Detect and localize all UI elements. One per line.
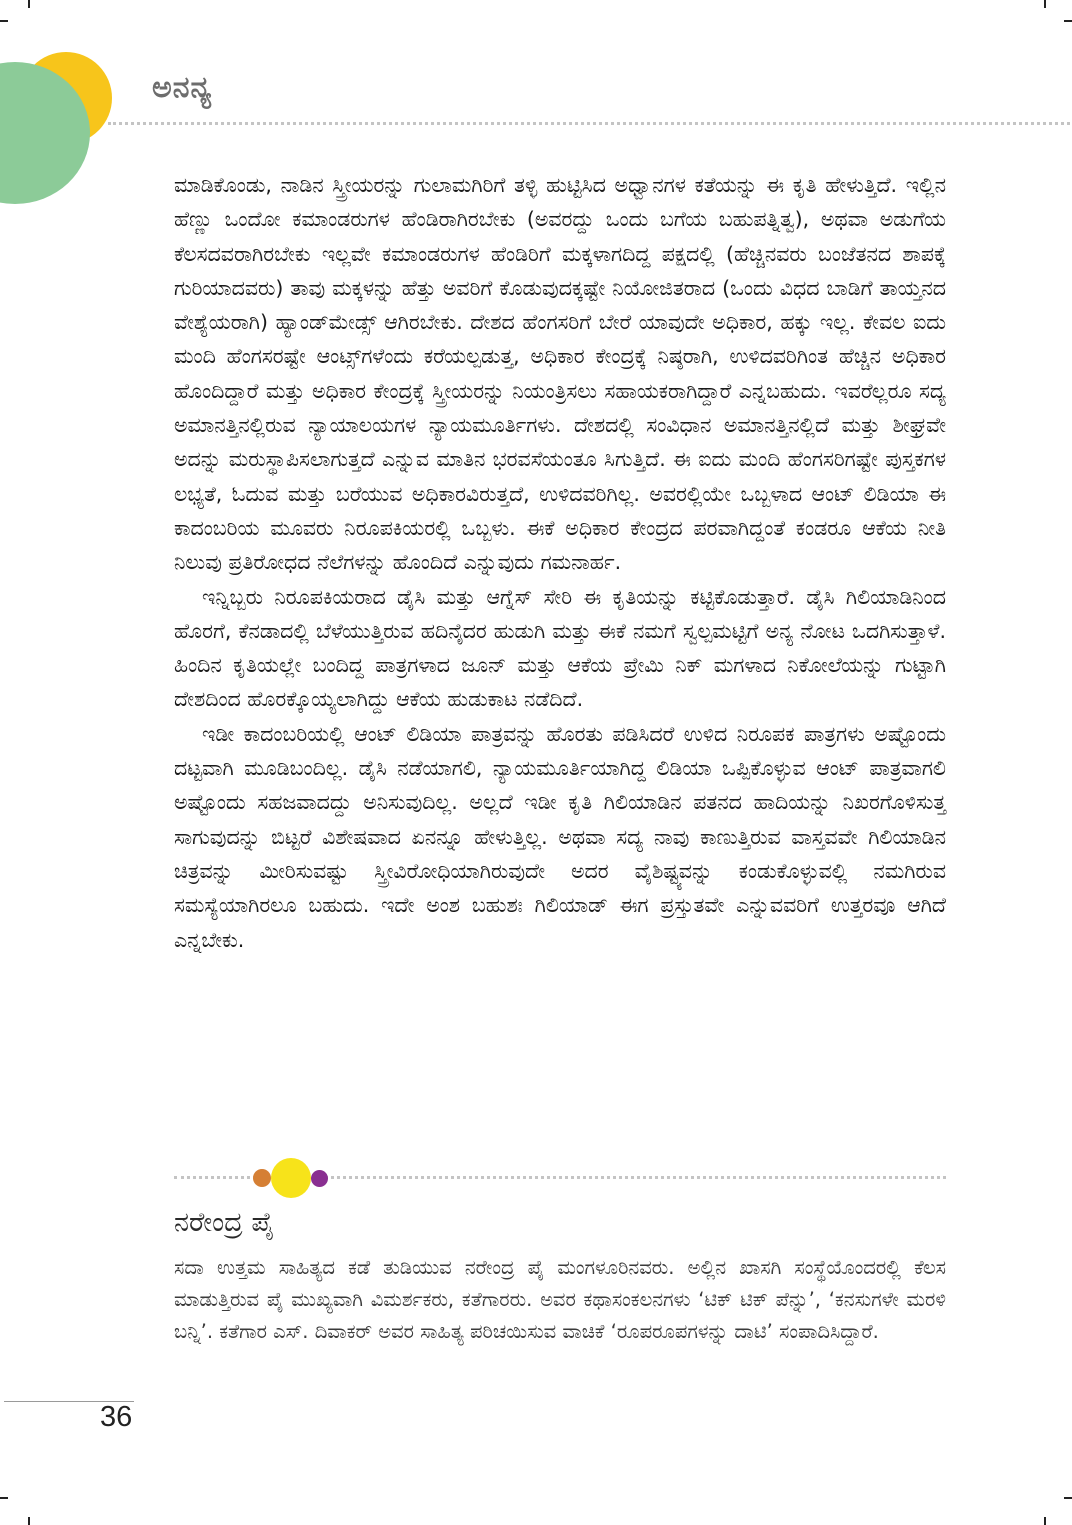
crop-mark-top-left: [28, 0, 30, 8]
crop-mark-top-right: [1044, 0, 1046, 8]
body-paragraph-3: ಇಡೀ ಕಾದಂಬರಿಯಲ್ಲಿ ಆಂಟ್ ಲಿಡಿಯಾ ಪಾತ್ರವನ್ನು ಹೊರತು ಪಡಿಸಿದರೆ ಉಳಿದ ನಿರೂಪಕ ಪಾತ್ರಗಳು ಅಷ್ಟೊಂದು ದಟ್ಟವಾಗಿ ಮೂಡಿಬಂದಿಲ್ಲ. ಡೈಸಿ ನಡೆಯಾಗಲಿ, ನ್ಯಾಯಮೂರ್ತಿಯಾಗಿದ್ದ ಲಿಡಿಯಾ ಒಪ್ಪಿಕೊಳ್ಳುವ ಆಂಟ್ ಪಾತ್ರವಾಗಲಿ ಅಷ್ಟೊಂದು ಸಹಜವಾದದ್ದು ಅನಿಸುವುದಿಲ್ಲ. ಅಲ್ಲದೆ ಇಡೀ ಕೃತಿ ಗಿಲಿಯಾಡಿನ ಪತನದ ಹಾದಿಯನ್ನು ನಿಖರಗೊಳಿಸುತ್ತ ಸಾಗುವುದನ್ನು ಬಿಟ್ಟರೆ ವಿಶೇಷವಾದ ಏನನ್ನೂ ಹೇಳುತ್ತಿಲ್ಲ. ಅಥವಾ ಸದ್ಯ ನಾವು ಕಾಣುತ್ತಿರುವ ವಾಸ್ತವವೇ ಗಿಲಿಯಾಡಿನ ಚಿತ್ರವನ್ನು ಮೀರಿಸುವಷ್ಟು ಸ್ತ್ರೀವಿರೋಧಿಯಾಗಿರುವುದೇ ಅದರ ವೈಶಿಷ್ಟ್ಯವನ್ನು ಕಂಡುಕೊಳ್ಳುವಲ್ಲಿ ನಮಗಿರುವ ಸಮಸ್ಯೆಯಾಗಿರಲೂ ಬಹುದು. ಇದೇ ಅಂಶ ಬಹುಶಃ ಗಿಲಿಯಾಡ್ ಈಗ ಪ್ರಸ್ತುತವೇ ಎನ್ನುವವರಿಗೆ ಉತ್ತರವೂ ಆಗಿದೆ ಎನ್ನಬೇಕು.: [174, 721, 946, 952]
crop-mark-left-upper: [0, 20, 8, 22]
separator-purple-dot: [311, 1170, 328, 1187]
article-body: [174, 168, 946, 957]
author-name: ನರೇಂದ್ರ ಪೈ: [174, 1207, 275, 1238]
crop-mark-left-lower: [0, 1497, 8, 1499]
header-dotted-rule: [108, 122, 1070, 125]
author-bio: ಸದಾ ಉತ್ತಮ ಸಾಹಿತ್ಯದ ಕಡೆ ತುಡಿಯುವ ನರೇಂದ್ರ ಪೈ ಮಂಗಳೂರಿನವರು. ಅಲ್ಲಿನ ಖಾಸಗಿ ಸಂಸ್ಥೆಯೊಂದರಲ್ಲಿ ಕೆಲಸ ಮಾಡುತ್ತಿರುವ ಪೈ ಮುಖ್ಯವಾಗಿ ವಿಮರ್ಶಕರು, ಕತೆಗಾರರು. ಅವರ ಕಥಾಸಂಕಲನಗಳು ‘ಟಿಕ್ ಟಿಕ್ ಪೆನ್ನು’, ‘ಕನಸುಗಳೇ ಮರಳಿ ಬನ್ನಿ’. ಕತೆಗಾರ ಎಸ್. ದಿವಾಕರ್ ಅವರ ಸಾಹಿತ್ಯ ಪರಿಚಯಿಸುವ ವಾಚಿಕೆ ‘ರೂಪರೂಪಗಳನ್ನು ದಾಟಿ’ ಸಂಪಾದಿಸಿದ್ದಾರೆ.: [174, 1256, 946, 1343]
body-paragraph-1: ಮಾಡಿಕೊಂಡು, ನಾಡಿನ ಸ್ತ್ರೀಯರನ್ನು ಗುಲಾಮಗಿರಿಗೆ ತಳ್ಳಿ ಹುಟ್ಟಿಸಿದ ಅಧ್ವಾನಗಳ ಕತೆಯನ್ನು ಈ ಕೃತಿ ಹೇಳುತ್ತಿದೆ. ಇಲ್ಲಿನ ಹೆಣ್ಣು ಒಂದೋ ಕಮಾಂಡರುಗಳ ಹೆಂಡಿರಾಗಿರಬೇಕು (ಅವರದ್ದು ಒಂದು ಬಗೆಯ ಬಹುಪತ್ನಿತ್ವ), ಅಥವಾ ಅಡುಗೆಯ ಕೆಲಸದವರಾಗಿರಬೇಕು ಇಲ್ಲವೇ ಕಮಾಂಡರುಗಳ ಹೆಂಡಿರಿಗೆ ಮಕ್ಕಳಾಗದಿದ್ದ ಪಕ್ಷದಲ್ಲಿ (ಹೆಚ್ಚಿನವರು ಬಂಜೆತನದ ಶಾಪಕ್ಕೆ ಗುರಿಯಾದವರು) ತಾವು ಮಕ್ಕಳನ್ನು ಹೆತ್ತು ಅವರಿಗೆ ಕೊಡುವುದಕ್ಕಷ್ಟೇ ನಿಯೋಜಿತರಾದ (ಒಂದು ವಿಧದ ಬಾಡಿಗೆ ತಾಯ್ತನದ ವೇಶ್ಯೆಯರಾಗಿ) ಹ್ಯಾಂಡ್‌ಮೇಡ್ಸ್ ಆಗಿರಬೇಕು. ದೇಶದ ಹೆಂಗಸರಿಗೆ ಬೇರೆ ಯಾವುದೇ ಅಧಿಕಾರ, ಹಕ್ಕು ಇಲ್ಲ. ಕೇವಲ ಐದು ಮಂದಿ ಹೆಂಗಸರಷ್ಟೇ ಆಂಟ್ಸ್‌ಗಳೆಂದು ಕರೆಯಲ್ಪಡುತ್ತ, ಅಧಿಕಾರ ಕೇಂದ್ರಕ್ಕೆ ನಿಷ್ಠರಾಗಿ, ಉಳಿದವರಿಗಿಂತ ಹೆಚ್ಚಿನ ಅಧಿಕಾರ ಹೊಂದಿದ್ದಾರೆ ಮತ್ತು ಅಧಿಕಾರ ಕೇಂದ್ರಕ್ಕೆ ಸ್ತ್ರೀಯರನ್ನು ನಿಯಂತ್ರಿಸಲು ಸಹಾಯಕರಾಗಿದ್ದಾರೆ ಎನ್ನಬಹುದು. ಇವರೆಲ್ಲರೂ ಸದ್ಯ ಅಮಾನತ್ತಿನಲ್ಲಿರುವ ನ್ಯಾಯಾಲಯಗಳ ನ್ಯಾಯಮೂರ್ತಿಗಳು. ದೇಶದಲ್ಲಿ ಸಂವಿಧಾನ ಅಮಾನತ್ತಿನಲ್ಲಿದೆ ಮತ್ತು ಶೀಘ್ರವೇ ಅದನ್ನು ಮರುಸ್ಥಾಪಿಸಲಾಗುತ್ತದೆ ಎನ್ನುವ ಮಾತಿನ ಭರವಸೆಯಂತೂ ಸಿಗುತ್ತಿದೆ. ಈ ಐದು ಮಂದಿ ಹೆಂಗಸರಿಗಷ್ಟೇ ಪುಸ್ತಕಗಳ ಲಭ್ಯತೆ, ಓದುವ ಮತ್ತು ಬರೆಯುವ ಅಧಿಕಾರವಿರುತ್ತದೆ, ಉಳಿದವರಿಗಿಲ್ಲ. ಅವರಲ್ಲಿಯೇ ಒಬ್ಬಳಾದ ಆಂಟ್ ಲಿಡಿಯಾ ಈ ಕಾದಂಬರಿಯ ಮೂವರು ನಿರೂಪಕಿಯರಲ್ಲಿ ಒಬ್ಬಳು. ಈಕೆ ಅಧಿಕಾರ ಕೇಂದ್ರದ ಪರವಾಗಿದ್ದಂತೆ ಕಂಡರೂ ಆಕೆಯ ನೀತಿ ನಿಲುವು ಪ್ರತಿರೋಧದ ನೆಲೆಗಳನ್ನು ಹೊಂದಿದೆ ಎನ್ನುವುದು ಗಮನಾರ್ಹ.: [174, 173, 946, 575]
separator-orange-dot: [253, 1169, 271, 1187]
body-paragraph-2: ಇನ್ನಿಬ್ಬರು ನಿರೂಪಕಿಯರಾದ ಡೈಸಿ ಮತ್ತು ಆಗ್ನೆಸ್ ಸೇರಿ ಈ ಕೃತಿಯನ್ನು ಕಟ್ಟಿಕೊಡುತ್ತಾರೆ. ಡೈಸಿ ಗಿಲಿಯಾಡಿನಿಂದ ಹೊರಗೆ, ಕೆನಡಾದಲ್ಲಿ ಬೆಳೆಯುತ್ತಿರುವ ಹದಿನೈದರ ಹುಡುಗಿ ಮತ್ತು ಈಕೆ ನಮಗೆ ಸ್ವಲ್ಪಮಟ್ಟಿಗೆ ಅನ್ಯ ನೋಟ ಒದಗಿಸುತ್ತಾಳೆ. ಹಿಂದಿನ ಕೃತಿಯಲ್ಲೇ ಬಂದಿದ್ದ ಪಾತ್ರಗಳಾದ ಜೂನ್ ಮತ್ತು ಆಕೆಯ ಪ್ರೇಮಿ ನಿಕ್ ಮಗಳಾದ ನಿಕೋಲೆಯನ್ನು ಗುಟ್ಟಾಗಿ ದೇಶದಿಂದ ಹೊರಕ್ಕೊಯ್ಯಲಾಗಿದ್ದು ಆಕೆಯ ಹುಡುಕಾಟ ನಡೆದಿದೆ.: [174, 584, 946, 712]
page-number: 36: [100, 1401, 133, 1433]
crop-mark-right-upper: [1064, 20, 1072, 22]
crop-mark-bottom-right: [1044, 1517, 1046, 1525]
running-head: ಅನನ್ಯ: [152, 70, 213, 105]
crop-mark-bottom-left: [28, 1517, 30, 1525]
separator-yellow-dot: [271, 1158, 311, 1198]
crop-mark-right-lower: [1064, 1497, 1072, 1499]
